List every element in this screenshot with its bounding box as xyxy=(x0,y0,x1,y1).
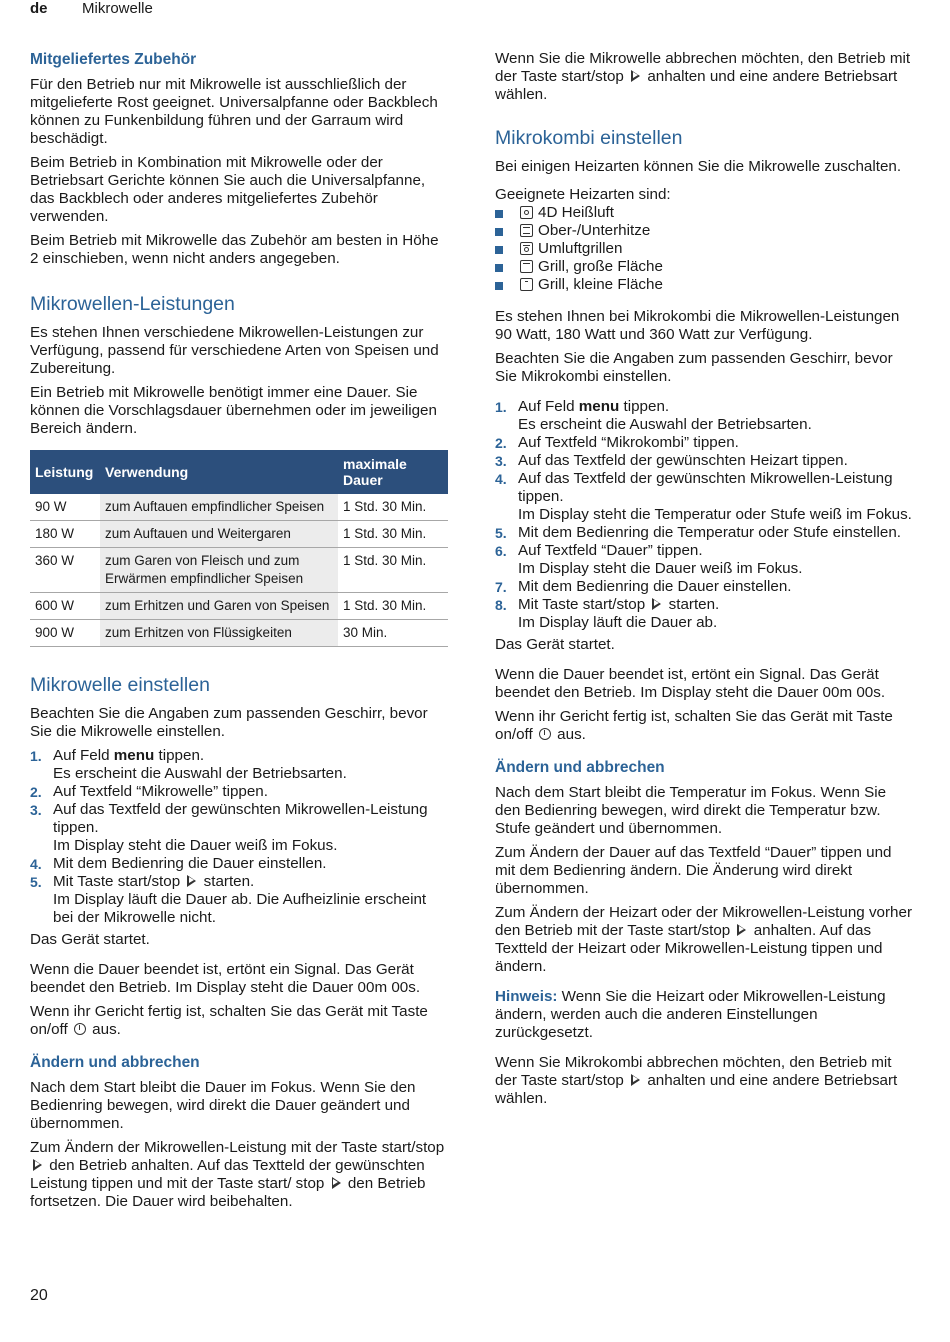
mikrokombi-heading: Mikrokombi einstellen xyxy=(495,127,683,149)
start-stop-icon xyxy=(33,1159,42,1171)
geeignet-label: Geeignete Heizarten sind: xyxy=(495,186,671,203)
step-text: tippen. xyxy=(619,398,670,415)
start-stop-icon xyxy=(652,598,661,610)
step-result: Im Display läuft die Dauer ab. xyxy=(518,614,718,631)
step-item xyxy=(495,452,915,470)
text-span: Zum Ändern der Mikrowellen-Leistung mit der Taste start/stop xyxy=(30,1139,445,1156)
page-header xyxy=(30,0,153,18)
cell-usage: zum Erhitzen von Flüssigkeiten xyxy=(100,620,338,647)
leistungen-paragraph-1: Es stehen Ihnen verschiedene Mikrowellen-Leistungen zur Verfügung, passend für verschiedene Arten von Speisen und Zubereitung. xyxy=(30,324,439,377)
text-span: Wenn Sie die Heizart oder Mikrowellen-Leistung ändern, werden auch die anderen Einstellungen zurückgesetzt. xyxy=(495,988,886,1041)
step-item xyxy=(495,470,915,524)
hinweis-label: Hinweis: xyxy=(495,988,558,1005)
step-number: 4. xyxy=(495,471,507,487)
start-stop-icon xyxy=(737,924,746,936)
step-text: Auf Textfeld “Mikrokombi” tippen. xyxy=(518,434,739,451)
cell-duration: 1 Std. 30 Min. xyxy=(338,521,448,548)
einstellen-paragraph: Beachten Sie die Angaben zum passenden Geschirr, bevor Sie die Mikrowelle einstellen. xyxy=(30,705,428,740)
col-header-leistung: Leistung xyxy=(30,450,100,494)
text-span: Wenn Sie die Mikrowelle abbrechen möchten, den Betrieb mit der Taste start/stop xyxy=(495,50,911,85)
step-result: Im Display steht die Dauer weiß im Fokus. xyxy=(53,837,338,854)
step-text: Mit dem Bedienring die Dauer einstellen. xyxy=(518,578,792,595)
cell-usage: zum Erhitzen und Garen von Speisen xyxy=(100,593,338,620)
cell-power: 360 W xyxy=(30,548,100,593)
aendern-heading: Ändern und abbrechen xyxy=(30,1054,200,1071)
col-header-dauer: maximale Dauer xyxy=(338,450,448,494)
step-text: Mit Taste start/stop xyxy=(53,873,185,890)
aendern-heading: Ändern und abbrechen xyxy=(495,759,665,776)
step-result: Im Display steht die Temperatur oder Stufe weiß im Fokus. xyxy=(518,506,912,523)
step-text: Mit dem Bedienring die Dauer einstellen. xyxy=(53,855,327,872)
step-item xyxy=(30,855,450,873)
start-stop-icon xyxy=(187,875,196,887)
end-paragraph-2 xyxy=(495,708,915,744)
step-result: Es erscheint die Auswahl der Betriebsarten. xyxy=(53,765,347,782)
step-text: tippen. xyxy=(154,747,205,764)
zubehoer-paragraph-2: Beim Betrieb in Kombination mit Mikrowelle oder der Betriebsart Gerichte können Sie auch die Universalpfanne, das Backblech oder anderes mitgeliefertes Zubehör verwenden. xyxy=(30,154,426,225)
step-text: Auf das Textfeld der gewünschten Mikrowellen-Leistung tippen. xyxy=(53,801,428,836)
list-item xyxy=(495,276,915,294)
cell-power: 900 W xyxy=(30,620,100,647)
step-number: 2. xyxy=(495,435,507,451)
text-span: anhalten. Auf das Textteld der Heizart oder Mikrowellen-Leistung tippen und ändern. xyxy=(495,922,883,975)
step-item xyxy=(30,783,450,801)
step-item xyxy=(495,542,915,578)
heizarten-list xyxy=(495,204,915,294)
list-item xyxy=(495,240,915,258)
mikrokombi-steps xyxy=(495,398,915,632)
text-span: den Betrieb anhalten. Auf das Textteld der gewünschten Leistung tippen und mit der Taste start/ stop xyxy=(30,1157,425,1192)
menu-keyword: menu xyxy=(578,398,620,415)
list-item xyxy=(495,258,915,276)
table-row xyxy=(30,548,448,593)
step-number: 7. xyxy=(495,579,507,595)
right-column xyxy=(495,50,915,1114)
cell-usage: zum Garen von Fleisch und zum Erwärmen empfindlicher Speisen xyxy=(100,548,338,593)
step-number: 5. xyxy=(30,874,42,890)
text-span: den Betrieb fortsetzen. Die Dauer wird beibehalten. xyxy=(30,1175,426,1210)
menu-keyword: menu xyxy=(113,747,155,764)
power-table-header xyxy=(30,450,448,494)
einstellen-heading: Mikrowelle einstellen xyxy=(30,674,210,696)
mikrokombi-paragraph-3: Beachten Sie die Angaben zum passenden Geschirr, bevor Sie Mikrokombi einstellen. xyxy=(495,350,893,385)
text-span: aus. xyxy=(552,726,586,743)
step-item xyxy=(30,873,450,927)
aendern-paragraph-1: Nach dem Start bleibt die Dauer im Fokus. Wenn Sie den Bedienring bewegen, wird direkt die Dauer geändert und übernommen. xyxy=(30,1079,416,1132)
step-number: 1. xyxy=(495,399,507,415)
step-result: Es erscheint die Auswahl der Betriebsarten. xyxy=(518,416,812,433)
step-number: 4. xyxy=(30,856,42,872)
left-column xyxy=(30,50,450,1217)
cell-duration: 1 Std. 30 Min. xyxy=(338,593,448,620)
abbrechen-paragraph xyxy=(495,50,915,104)
page-number: 20 xyxy=(30,1287,48,1304)
step-text: starten. xyxy=(664,596,720,613)
step-number: 6. xyxy=(495,543,507,559)
grill-large-icon xyxy=(520,260,533,273)
final-paragraph xyxy=(495,1054,915,1108)
started-text: Das Gerät startet. xyxy=(30,931,150,948)
heizart-label: Umluftgrillen xyxy=(538,240,623,257)
text-span: anhalten und eine andere Betriebsart wählen. xyxy=(495,1072,898,1107)
power-icon xyxy=(74,1023,86,1035)
step-item xyxy=(495,398,915,434)
aendern-paragraph-2 xyxy=(30,1139,450,1211)
step-number: 5. xyxy=(495,525,507,541)
aendern-paragraph-1: Nach dem Start bleibt die Temperatur im Fokus. Wenn Sie den Bedienring bewegen, wird direkt die Temperatur bzw. Stufe geändert und übernommen. xyxy=(495,784,887,837)
step-text: Mit dem Bedienring die Temperatur oder Stufe einstellen. xyxy=(518,524,901,541)
aendern-paragraph-3 xyxy=(495,904,915,976)
heizart-label: Ober-/Unterhitze xyxy=(538,222,651,239)
circulated-air-grill-icon xyxy=(520,242,533,255)
step-item xyxy=(30,747,450,783)
text-span: Wenn ihr Gericht fertig ist, schalten Sie das Gerät mit Taste on/off xyxy=(30,1003,428,1038)
step-text: starten. xyxy=(199,873,255,890)
cell-duration: 1 Std. 30 Min. xyxy=(338,494,448,521)
cell-duration: 1 Std. 30 Min. xyxy=(338,548,448,593)
step-number: 3. xyxy=(495,453,507,469)
step-text: Auf das Textfeld der gewünschten Mikrowellen-Leistung tippen. xyxy=(518,470,893,505)
text-span: aus. xyxy=(87,1021,121,1038)
step-text: Auf Textfeld “Mikrowelle” tippen. xyxy=(53,783,268,800)
4d-hot-air-icon xyxy=(520,206,533,219)
heizart-label: Grill, kleine Fläche xyxy=(538,276,663,293)
text-span: Wenn ihr Gericht fertig ist, schalten Sie das Gerät mit Taste on/off xyxy=(495,708,893,743)
text-span: Zum Ändern der Heizart oder der Mikrowellen-Leistung vorher den Betrieb mit der Taste start/stop xyxy=(495,904,912,939)
table-row xyxy=(30,593,448,620)
table-row xyxy=(30,620,448,647)
table-row xyxy=(30,494,448,521)
cell-power: 180 W xyxy=(30,521,100,548)
grill-small-icon xyxy=(520,278,533,291)
start-stop-icon xyxy=(631,1074,640,1086)
cell-usage: zum Auftauen und Weitergaren xyxy=(100,521,338,548)
einstellen-steps xyxy=(30,747,450,927)
header-title: Mikrowelle xyxy=(82,0,153,17)
cell-usage: zum Auftauen empfindlicher Speisen xyxy=(100,494,338,521)
language-code: de xyxy=(30,0,48,17)
aendern-paragraph-2: Zum Ändern der Dauer auf das Textfeld “Dauer” tippen und mit dem Bedienring ändern. Die Änderung wird direkt übernommen. xyxy=(495,844,892,897)
step-item xyxy=(495,524,915,542)
step-item xyxy=(495,596,915,632)
cell-power: 600 W xyxy=(30,593,100,620)
mikrokombi-paragraph-1: Bei einigen Heizarten können Sie die Mikrowelle zuschalten. xyxy=(495,158,902,175)
step-result: Im Display läuft die Dauer ab. Die Aufheizlinie erscheint bei der Mikrowelle nicht. xyxy=(53,891,427,926)
step-text: Mit Taste start/stop xyxy=(518,596,650,613)
step-item xyxy=(30,801,450,855)
list-item xyxy=(495,222,915,240)
end-paragraph-1: Wenn die Dauer beendet ist, ertönt ein Signal. Das Gerät beendet den Betrieb. Im Display steht die Dauer 00m 00s. xyxy=(30,961,421,996)
step-item xyxy=(495,578,915,596)
power-icon xyxy=(539,728,551,740)
hinweis-paragraph xyxy=(495,988,915,1042)
top-bottom-heat-icon xyxy=(520,224,533,237)
cell-duration: 30 Min. xyxy=(338,620,448,647)
step-result: Im Display steht die Dauer weiß im Fokus. xyxy=(518,560,803,577)
end-paragraph-2 xyxy=(30,1003,450,1039)
start-stop-icon xyxy=(631,70,640,82)
started-text: Das Gerät startet. xyxy=(495,636,615,653)
zubehoer-paragraph-1: Für den Betrieb nur mit Mikrowelle ist ausschließlich der mitgelieferte Rost geeignet. Universalpfanne oder Backblech können zu Funkenbildung führen und der Garraum wird beschädigt. xyxy=(30,76,438,147)
text-span: Wenn Sie Mikrokombi abbrechen möchten, den Betrieb mit der Taste start/stop xyxy=(495,1054,892,1089)
text-span: anhalten und eine andere Betriebsart wählen. xyxy=(495,68,898,103)
start-stop-icon xyxy=(332,1177,341,1189)
step-text: Auf Textfeld “Dauer” tippen. xyxy=(518,542,703,559)
step-number: 2. xyxy=(30,784,42,800)
step-number: 3. xyxy=(30,802,42,818)
step-number: 1. xyxy=(30,748,42,764)
col-header-verwendung: Verwendung xyxy=(100,450,338,494)
table-row xyxy=(30,521,448,548)
zubehoer-paragraph-3: Beim Betrieb mit Mikrowelle das Zubehör am besten in Höhe 2 einschieben, wenn nicht anders angegeben. xyxy=(30,232,439,267)
heizart-label: 4D Heißluft xyxy=(538,204,614,221)
step-item xyxy=(495,434,915,452)
step-number: 8. xyxy=(495,597,507,613)
mikrokombi-paragraph-2: Es stehen Ihnen bei Mikrokombi die Mikrowellen-Leistungen 90 Watt, 180 Watt und 360 Watt zur Verfügung. xyxy=(495,308,900,343)
leistungen-paragraph-2: Ein Betrieb mit Mikrowelle benötigt immer eine Dauer. Sie können die Vorschlagsdauer übernehmen oder im jeweiligen Bereich ändern. xyxy=(30,384,437,437)
heizart-label: Grill, große Fläche xyxy=(538,258,663,275)
step-text: Auf Feld xyxy=(518,398,579,415)
end-paragraph-1: Wenn die Dauer beendet ist, ertönt ein Signal. Das Gerät beendet den Betrieb. Im Display steht die Dauer 00m 00s. xyxy=(495,666,886,701)
step-text: Auf das Textfeld der gewünschten Heizart tippen. xyxy=(518,452,848,469)
power-table xyxy=(30,450,448,647)
cell-power: 90 W xyxy=(30,494,100,521)
leistungen-heading: Mikrowellen-Leistungen xyxy=(30,293,235,315)
list-item xyxy=(495,204,915,222)
step-text: Auf Feld xyxy=(53,747,114,764)
zubehoer-heading: Mitgeliefertes Zubehör xyxy=(30,51,197,68)
